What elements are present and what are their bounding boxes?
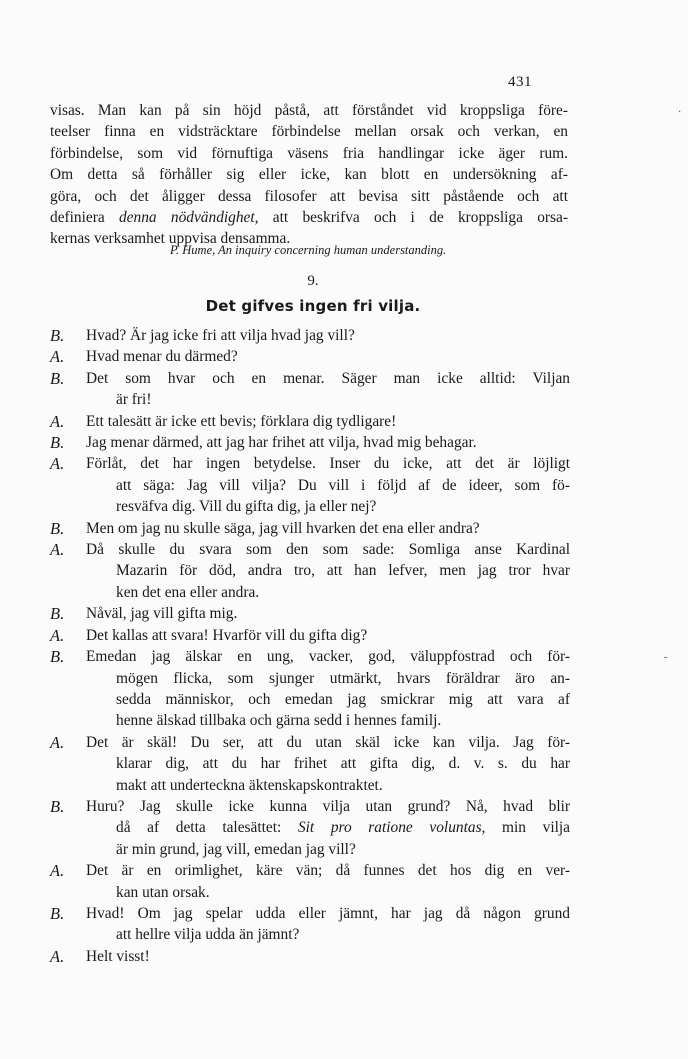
dialogue-line: mögen flicka, som sjunger utmärkt, hvars föräldrar äro an- — [116, 669, 570, 687]
speaker-label: B. — [50, 796, 65, 816]
speaker-label: B. — [50, 433, 65, 453]
dialogue-line: Då skulle du svara som den som sade: Somliga anse Kardinal — [86, 541, 570, 559]
dialogue-line: Mazarin för död, andra tro, att han lefver, men jag tror hvar — [116, 562, 570, 580]
section-number: 9. — [307, 273, 319, 289]
speaker-label: A. — [50, 946, 65, 966]
dialogue-turn — [50, 625, 570, 646]
paragraph-line: visas. Man kan på sin höjd påstå, att förståndet vid kroppsliga före- — [50, 102, 568, 119]
dialogue-turn — [50, 432, 570, 453]
citation: P. Hume, An inquiry concerning human understanding. — [170, 243, 447, 257]
dialogue-line: Helt visst! — [86, 947, 150, 965]
speaker-label: B. — [50, 903, 65, 923]
paragraph-line: Om detta så förhåller sig eller icke, kan blott en undersökning af- — [50, 166, 568, 184]
dialogue-line: är min grund, jag vill, emedan jag vill? — [116, 840, 356, 858]
dialogue-line: Det kallas att svara! Hvarför vill du gifta dig? — [86, 626, 368, 644]
emphasis: denna nödvändighet, — [118, 209, 259, 227]
dialogue-turn — [50, 796, 570, 860]
dialogue-line: klarar dig, att du har frihet att gifta dig, d. v. s. du har — [116, 755, 570, 773]
dialogue-turn — [50, 453, 570, 517]
speaker-label: B. — [50, 518, 65, 538]
dialogue-turn — [50, 603, 570, 624]
dialogue-line: Det är skäl! Du ser, att du utan skäl icke kan vilja. Jag för- — [86, 733, 570, 751]
speaker-label: A. — [50, 861, 65, 881]
dialogue-line: henne älskad tillbaka och gärna sedd i hennes familj. — [116, 712, 442, 730]
speaker-label: B. — [50, 326, 65, 345]
dialogue-line: Emedan jag älskar en ung, vacker, god, väluppfostrad och för- — [86, 648, 570, 666]
dialogue-line: sedda människor, och emedan jag smickrar mig att vara af — [116, 690, 570, 708]
dialogue-turn — [50, 946, 570, 967]
dialogue-line: resväfva dig. Vill du gifta dig, ja eller nej? — [116, 498, 377, 516]
dialogue-line: att hellre vilja udda än jämnt? — [116, 926, 300, 944]
scan-mark: - — [664, 652, 668, 663]
speaker-label: A. — [50, 411, 65, 431]
paragraph-line: teelser finna en vidsträcktare förbindelse mellan orsak och verkan, en — [50, 123, 568, 141]
dialogue-line: Nåväl, jag vill gifta mig. — [86, 605, 238, 623]
dialogue-line: Men om jag nu skulle säga, jag vill hvarken det ena eller andra? — [86, 519, 480, 537]
dialogue-line: Förlåt, det har ingen betydelse. Inser du icke, att det är löjligt — [86, 455, 570, 473]
speaker-label: B. — [50, 647, 65, 667]
dialogue-turn — [50, 346, 570, 367]
speaker-label: B. — [50, 368, 65, 388]
paragraph-line: göra, och det åligger dessa filosofer att bevisa sitt påstående och att — [50, 187, 568, 205]
dialogue-turn — [50, 732, 570, 796]
dialogue-line: Huru? Jag skulle icke kunna vilja utan grund? Nå, hvad blir — [86, 797, 570, 815]
speaker-label: A. — [50, 454, 65, 474]
paragraph-line: förbindelse, som vid förnuftiga väsens fria handlingar icke äger rum. — [50, 144, 568, 162]
dialogue-line: Det är en orimlighet, käre vän; då funnes det hos dig en ver- — [86, 862, 570, 880]
dialogue-turn — [50, 860, 570, 903]
dialogue-line: Ett talesätt är icke ett bevis; förklara dig tydligare! — [86, 412, 397, 430]
dialogue-line: makt att underteckna äktenskapskontraktet. — [116, 776, 383, 794]
speaker-label: A. — [50, 540, 65, 560]
dialogue-turn — [50, 368, 570, 411]
dialogue-line: Hvad? Är jag icke fri att vilja hvad jag vill? — [86, 327, 355, 344]
paragraph-line: definiera denna nödvändighet, att beskrifva och i de kroppsliga orsa- — [50, 209, 568, 227]
dialogue-line: Jag menar därmed, att jag har frihet att vilja, hvad mig behagar. — [86, 434, 477, 452]
dialogue-turn — [50, 646, 570, 732]
paragraph-line: kernas verksamhet uppvisa densamma. — [50, 230, 291, 248]
top-paragraph — [50, 100, 568, 250]
speaker-label: A. — [50, 347, 65, 367]
dialogue-turn — [50, 518, 570, 539]
dialogue-line: att säga: Jag vill vilja? Du vill i följd af de ideer, som fö- — [116, 476, 570, 494]
dialogue-line: är fri! — [116, 391, 152, 409]
scan-mark: · — [678, 107, 682, 118]
dialogue-line: kan utan orsak. — [116, 883, 210, 901]
dialogue-line: Hvad menar du därmed? — [86, 348, 238, 366]
dialogue-line: Det som hvar och en menar. Säger man icke alltid: Viljan — [86, 369, 570, 387]
dialogue-turn — [50, 539, 570, 603]
dialogue-line: Hvad! Om jag spelar udda eller jämnt, har jag då någon grund — [86, 904, 570, 922]
dialogue-line: då af detta talesättet: Sit pro ratione voluntas, min vilja — [116, 819, 570, 837]
page-number: 431 — [508, 74, 532, 90]
dialogue — [50, 325, 570, 967]
emphasis: Sit pro ratione voluntas, — [297, 819, 486, 837]
dialogue-line: ken det ena eller andra. — [116, 583, 260, 601]
speaker-label: A. — [50, 732, 65, 752]
section-title: Det gifves ingen fri vilja. — [205, 297, 421, 315]
dialogue-turn — [50, 411, 570, 432]
speaker-label: B. — [50, 604, 65, 624]
speaker-label: A. — [50, 625, 65, 645]
dialogue-turn — [50, 903, 570, 946]
dialogue-turn — [50, 325, 570, 346]
